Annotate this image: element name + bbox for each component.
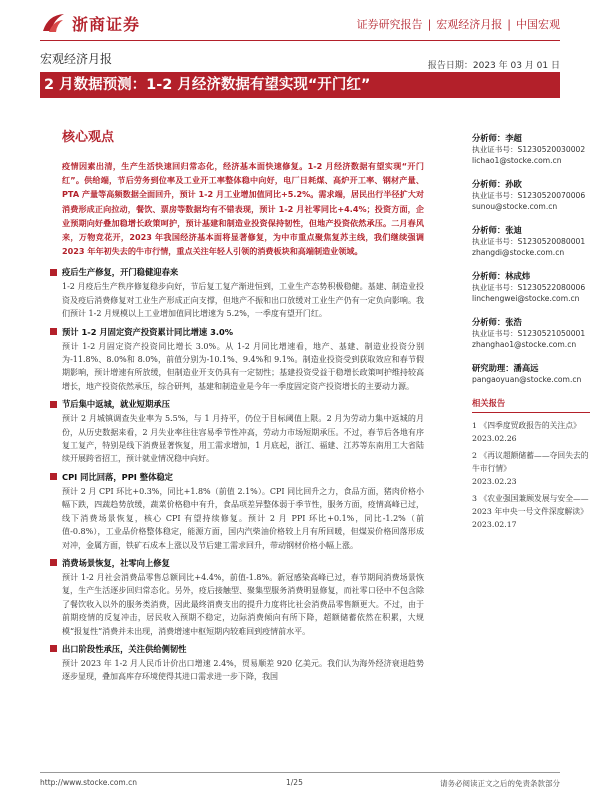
key-point-body: 预计 1-2 月固定资产投资同比增长 3.0%。从 1-2 月同比增速看，地产、基建、制造业投资分别为-11.8%、8.0%和 8.0%，前值分别为-10.1%、9.4%和 9.1%。制造业投资受到获取效应和春节假期影响，预计增速有所放缓，但制造业开支仍具有一定韧性；基建投资受益于稳增长政策呵护维持较高增长，地产投资依然承压，综合研判，基建和制造业是今年一季度固定资产投资增长的主要动力源。 bbox=[62, 341, 424, 391]
analyst-card bbox=[472, 270, 590, 304]
report-date: 报告日期：2023 年 03 月 01 日 bbox=[427, 61, 560, 71]
related-report-item[interactable] bbox=[472, 419, 590, 445]
analyst-name: 分析师：张浩 bbox=[472, 317, 522, 327]
footer-disclaimer: 请务必阅读正文之后的免责条款部分 bbox=[440, 779, 560, 788]
related-report-date: 2023.02.23 bbox=[472, 477, 517, 486]
assistant-name: 研究助理：潘高远 bbox=[472, 363, 539, 373]
key-point-body: 预计 2023 年 1-2 月人民币计价出口增速 2.4%，贸易顺差 920 亿美元。我们认为海外经济衰退趋势逐步显现，叠加高库存环境使得其进口需求进一步下降，我国 bbox=[62, 658, 424, 682]
core-summary: 疫情因素出清，生产生活快速回归常态化，经济基本面快速修复。1-2 月经济数据有望实现“开门红”。供给端，节后劳务到位率及工业开工率整体稳中向好，电厂日耗煤、高炉开工率、钢材产量、PTA 产量等高频数据全面回升，预计 1-2 月工业增加值同比+5.2%。需求端，居民出行半径扩大对消费形成正向拉动，餐饮、票房等数据均有不错表现，预计 1-2 月社零同比+4.4%；投资方面，企业预期向好叠加稳增长政策呵护，预计基建和制造业投资保持韧性，但地产投资依然承压。二月春风来，万物竞花开，2023 年我国经济基本面将显著修复，为中市重点聚焦复苏主线，我们继续强调 2023 年年初失去的牛市行情，重点关注年轻人引领的消费板块和高端制造业领域。 bbox=[62, 161, 424, 257]
key-point bbox=[62, 266, 424, 320]
bullet-square-icon bbox=[50, 401, 57, 408]
bullet-square-icon bbox=[50, 473, 57, 480]
related-reports-title: 相关报告 bbox=[472, 397, 590, 413]
analyst-cert: 执业证书号：S1230520070006 bbox=[472, 191, 586, 200]
key-point bbox=[62, 326, 424, 394]
nav-item-china-macro: 中国宏观 bbox=[516, 18, 560, 31]
nav-item-macro-monthly: 宏观经济月报 bbox=[436, 18, 503, 31]
analyst-name-text: 孙欧 bbox=[505, 179, 522, 189]
key-point-heading bbox=[50, 326, 424, 338]
analyst-role: 分析师 bbox=[472, 271, 497, 281]
related-report-item[interactable] bbox=[472, 449, 590, 488]
bullet-square-icon bbox=[50, 328, 57, 335]
analyst-name-text: 张浩 bbox=[505, 317, 522, 327]
brand-name: 浙商证券 bbox=[72, 14, 141, 34]
key-point-body: 预计 1-2 月社会消费品零售总额同比+4.4%，前值-1.8%。新冠感染高峰已过，春节期间消费场景恢复，生产生活逐步回归常态化。另外，疫后接触型、聚集型服务消费明显修复，而社零口径中不包含除了餐饮收入以外的服务类消费，因此最终消费支出的提升力度将比社会消费品零售额更大。不过，由于前期疫情的反复冲击，居民收入预期不稳定，边际消费倾向有所下降，超额储蓄依然在积累，大规模“报复性”消费并未出现，消费增速中枢短期内较难回到疫情前水平。 bbox=[62, 572, 424, 636]
assistant-name-text: 潘高远 bbox=[513, 363, 539, 373]
analyst-card bbox=[472, 316, 590, 350]
key-point-title: 疫后生产修复，开门稳健迎春来 bbox=[62, 267, 179, 278]
nav-item-research-report: 证券研究报告 bbox=[356, 18, 423, 31]
key-point-body: 预计 2 月 CPI 环比+0.3%，同比+1.8%（前值 2.1%）。CPI 同比回升之力，食品方面，猪肉价格小幅下跌，四蔬趋势放缓，蔬菜价格稳中有升，食品项差异整体弱于季节性，服务方面，疫情高峰已过，线下消费场景恢复，核心 CPI 有望持续修复。预计 2 月 PPI 环比+0.1%，同比-1.2%（前值-0.8%），工业品价格整体稳定，能源方面，国内汽柴油价格较上月有所回暖，但煤炭价格回落形成对冲，金属方面，铁矿石成本上涨以及节后建工需求回升，带动钢材价格小幅上涨。 bbox=[62, 486, 424, 550]
key-point-heading bbox=[50, 398, 424, 410]
analyst-name-text: 林成炜 bbox=[505, 271, 531, 281]
key-point bbox=[62, 471, 424, 552]
analyst-role: 分析师 bbox=[472, 179, 497, 189]
header-divider bbox=[40, 40, 560, 41]
analyst-card bbox=[472, 178, 590, 212]
report-type-nav bbox=[357, 16, 560, 32]
bullet-square-icon bbox=[50, 559, 57, 566]
analyst-email[interactable]: sunou@stocke.com.cn bbox=[472, 202, 558, 211]
key-point-title: 预计 1-2 月固定资产投资累计同比增速 3.0% bbox=[62, 326, 234, 337]
related-report-title: 3 《农业强国兼顾发展与安全——2023 年中央一号文件深度解读》 bbox=[472, 494, 589, 516]
analyst-card bbox=[472, 224, 590, 258]
analyst-email[interactable]: linchengwei@stocke.com.cn bbox=[472, 294, 580, 303]
analyst-role: 分析师 bbox=[472, 317, 497, 327]
nav-separator: | bbox=[507, 18, 511, 31]
sidebar bbox=[472, 132, 590, 535]
section-title-core: 核心观点 bbox=[62, 130, 115, 145]
key-point-title: CPI 同比回落，PPI 整体稳定 bbox=[62, 471, 173, 482]
analyst-name: 分析师：李超 bbox=[472, 133, 522, 143]
nav-separator: | bbox=[427, 18, 432, 31]
analyst-name: 分析师：孙欧 bbox=[472, 179, 522, 189]
related-report-title: 1 《四季度贸政报告的关注点》 bbox=[472, 421, 581, 430]
page-number: 1/25 bbox=[286, 778, 303, 787]
key-point-heading bbox=[50, 471, 424, 483]
analyst-name-text: 李超 bbox=[505, 133, 522, 143]
analyst-cert: 执业证书号：S1230520080001 bbox=[472, 237, 586, 246]
analyst-cert: 执业证书号：S1230520030002 bbox=[472, 145, 586, 154]
footer-divider bbox=[40, 772, 560, 773]
analyst-name-text: 张迪 bbox=[505, 225, 522, 235]
assistant-role: 研究助理 bbox=[472, 363, 506, 373]
key-point-heading bbox=[50, 643, 424, 655]
key-point-heading bbox=[50, 266, 424, 278]
key-point-title: 出口阶段性承压，关注供给侧韧性 bbox=[62, 643, 187, 654]
logo-icon bbox=[40, 11, 66, 35]
related-report-date: 2023.02.26 bbox=[472, 434, 517, 443]
bullet-square-icon bbox=[50, 645, 57, 652]
related-report-item[interactable] bbox=[472, 492, 590, 531]
key-point bbox=[62, 398, 424, 466]
key-point-body: 1-2 月疫后生产秩序修复稳步向好，节后复工复产渐进恒到，工业生产态势积极稳健。基建、制造业投资及疫后消费修复对工业生产形成正向支撑，但地产不振和出口放缓对工业生产仍有一定负向影响。我们预计 1-2 月规模以上工业增加值同比增速为 5.2%，一季度有望开门红。 bbox=[62, 282, 424, 319]
footer-url[interactable]: http://www.stocke.com.cn bbox=[40, 778, 137, 787]
key-point-title: 消费场景恢复，社零向上修复 bbox=[62, 557, 170, 568]
related-reports bbox=[472, 397, 590, 531]
analyst-name: 分析师：张迪 bbox=[472, 225, 522, 235]
analyst-name: 分析师：林成炜 bbox=[472, 271, 531, 281]
title-bar bbox=[40, 72, 560, 98]
analyst-cert: 执业证书号：S1230521050001 bbox=[472, 329, 586, 338]
bullet-square-icon bbox=[50, 269, 57, 276]
related-report-title: 2 《再议超额储蓄——夺回失去的牛市行情》 bbox=[472, 451, 589, 473]
analyst-email[interactable]: lichao1@stocke.com.cn bbox=[472, 156, 562, 165]
assistant-card bbox=[472, 362, 590, 385]
analyst-email[interactable]: zhangdi@stocke.com.cn bbox=[472, 248, 565, 257]
key-point bbox=[62, 643, 424, 684]
key-point-title: 节后集中返城，就业短期承压 bbox=[62, 399, 170, 410]
brand-logo-group bbox=[40, 9, 140, 37]
analyst-email[interactable]: zhanghao1@stocke.com.cn bbox=[472, 340, 577, 349]
related-report-date: 2023.02.17 bbox=[472, 520, 517, 529]
report-category: 宏观经济月报 bbox=[40, 52, 113, 66]
main-content bbox=[62, 126, 424, 689]
page-title: 2 月数据预测：1-2 月经济数据有望实现“开门红” bbox=[44, 77, 371, 93]
key-point bbox=[62, 557, 424, 638]
key-point-heading bbox=[50, 557, 424, 569]
analyst-role: 分析师 bbox=[472, 225, 497, 235]
key-point-body: 预计 2 月城镇调查失业率为 5.5%，与 1 月持平，仍位于目标阈值上限。2 月为劳动力集中返城的月份，从历史数据来看，2 月失业率往往容易季节性冲高，劳动力市场短期承压。不过，春节后各地有序复工复产，特别是线下消费显著恢复，用工需求增加，1 月底起，浙江、福建、江苏等东南用工大省陆续开展跨省招工，预计就业情况稳中向好。 bbox=[62, 414, 424, 464]
analyst-cert: 执业证书号：S1230522080006 bbox=[472, 283, 586, 292]
assistant-email[interactable]: pangaoyuan@stocke.com.cn bbox=[472, 375, 582, 384]
analyst-card bbox=[472, 132, 590, 166]
analyst-role: 分析师 bbox=[472, 133, 497, 143]
